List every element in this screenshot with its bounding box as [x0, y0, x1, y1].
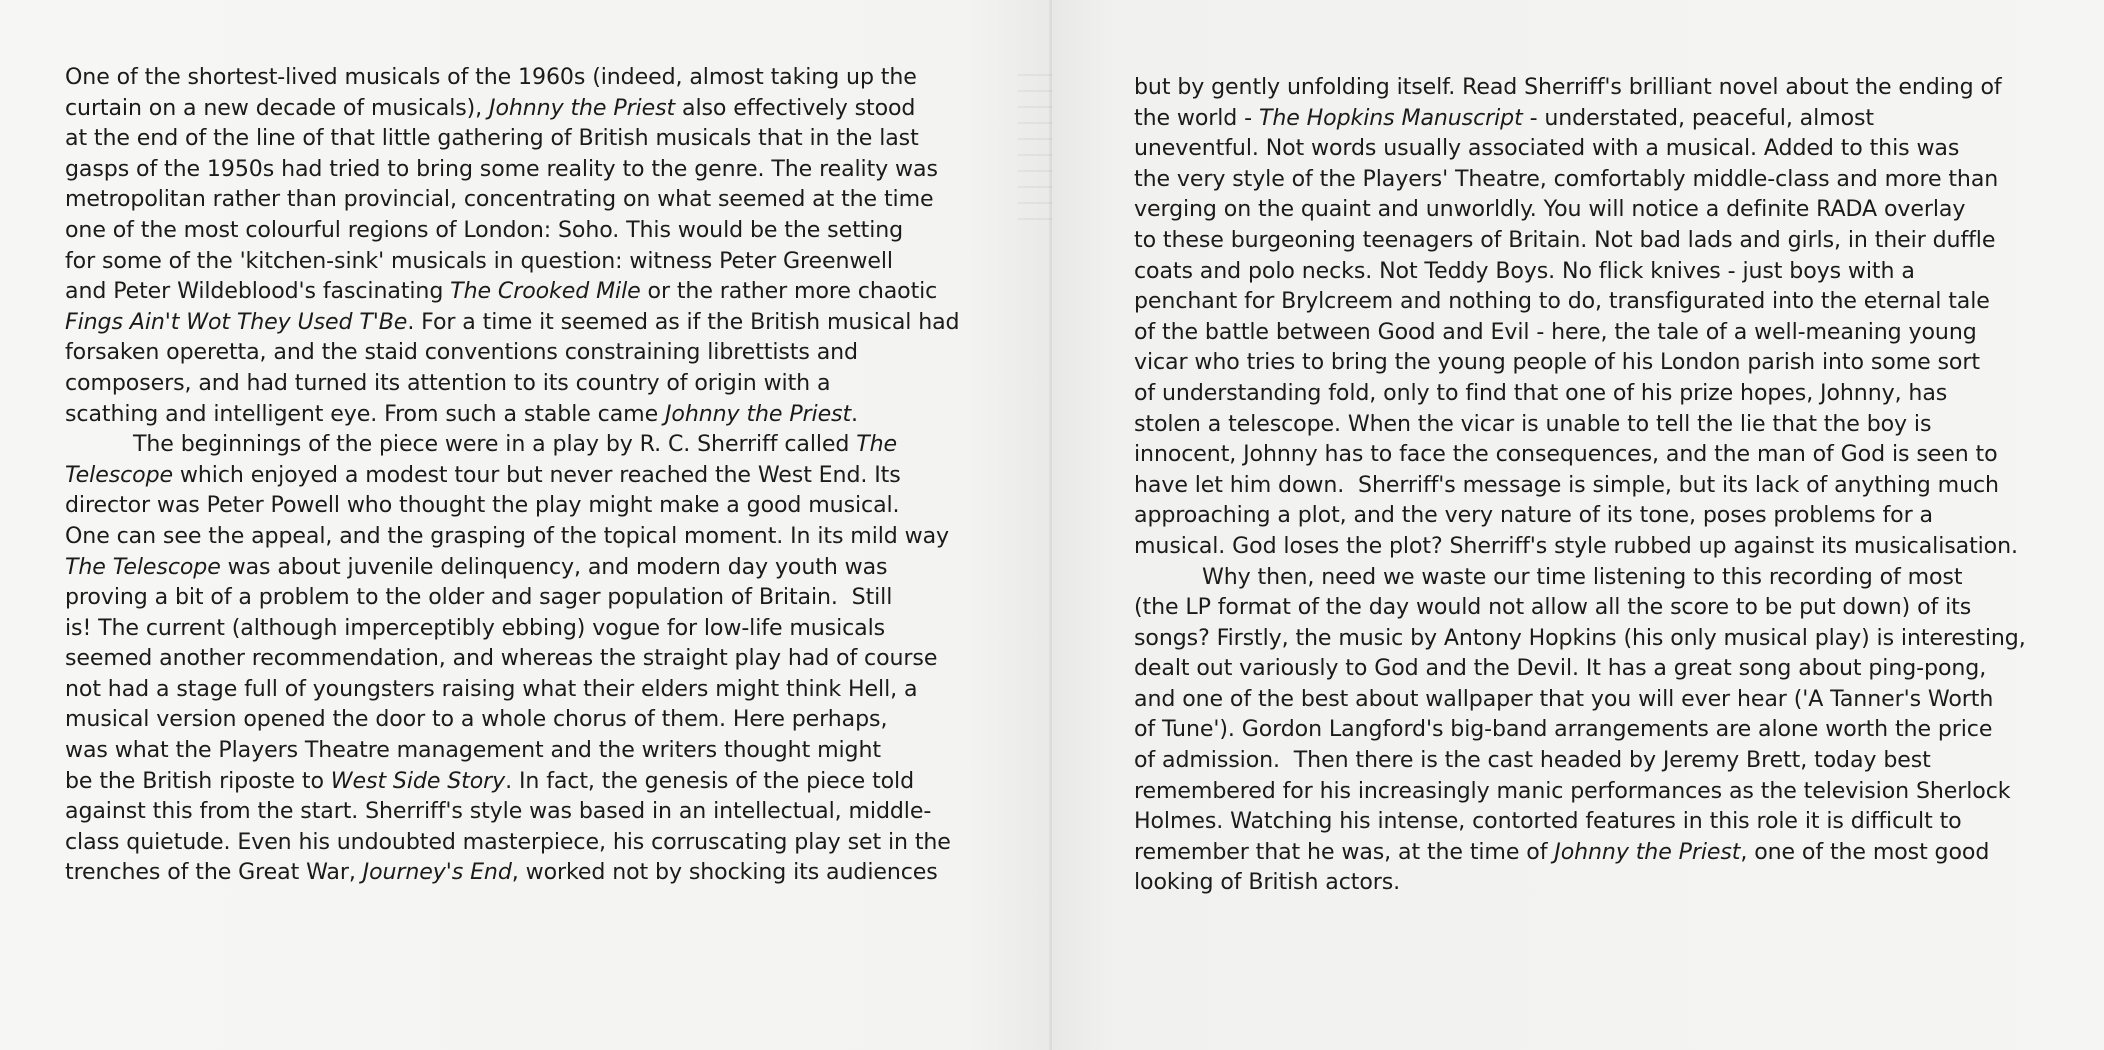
body-text: composers, and had turned its attention to its country of origin with a: [65, 369, 831, 396]
right-page-text: [1134, 72, 2026, 898]
body-text: class quietude. Even his undoubted masterpiece, his corruscating play set in the: [65, 828, 951, 855]
body-text: .: [851, 400, 858, 427]
text-line: [1134, 409, 2026, 440]
body-text: at the end of the line of that little gathering of British musicals that in the last: [65, 125, 919, 152]
italic-title-text: The: [856, 431, 898, 458]
body-text: not had a stage full of youngsters raising what their elders might think Hell, a: [65, 675, 918, 702]
body-text: remember that he was, at the time of: [1134, 838, 1555, 865]
body-text: and Peter Wildeblood's fascinating: [65, 278, 451, 305]
body-text: vicar who tries to bring the young people of his London parish into some sort: [1134, 349, 1980, 376]
italic-title-text: West Side Story: [330, 767, 506, 794]
body-text: but by gently unfolding itself. Read Sherriff's brilliant novel about the ending of: [1134, 74, 2002, 100]
text-line: [65, 276, 959, 307]
text-line: [65, 246, 959, 277]
italic-title-text: Fings Ain't Wot They Used T'Be: [65, 308, 408, 335]
text-line: [1134, 133, 2026, 164]
body-text: Why then, need we waste our time listening to this recording of most: [1202, 563, 1963, 590]
body-text: was about juvenile delinquency, and modern day youth was: [220, 553, 888, 580]
italic-title-text: The Hopkins Manuscript: [1258, 104, 1523, 131]
body-text: be the British riposte to: [65, 767, 331, 794]
show-through-decoration: [1012, 60, 1052, 480]
text-line: [1134, 867, 2026, 898]
text-line: [1134, 103, 2026, 134]
body-text: one of the most colourful regions of London: Soho. This would be the setting: [65, 216, 904, 243]
text-line: [65, 337, 959, 368]
body-text: gasps of the 1950s had tried to bring some reality to the genre. The reality was: [65, 155, 938, 182]
text-line: [1134, 776, 2026, 807]
text-line: [65, 460, 959, 491]
text-line: [1134, 317, 2026, 348]
body-text: One of the shortest-lived musicals of the 1960s (indeed, almost taking up the: [65, 64, 917, 90]
text-line: [65, 735, 959, 766]
italic-title-text: Johnny the Priest: [665, 400, 852, 427]
text-line: [65, 766, 959, 797]
text-line: [65, 154, 959, 185]
body-text: One can see the appeal, and the grasping of the topical moment. In its mild way: [65, 522, 950, 549]
text-line: [65, 184, 959, 215]
body-text: , one of the most good: [1740, 838, 1990, 865]
left-page-text: [65, 62, 959, 888]
text-line: [1134, 470, 2026, 501]
body-text: to these burgeoning teenagers of Britain. Not bad lads and girls, in their duffle: [1134, 226, 1996, 253]
body-text: coats and polo necks. Not Teddy Boys. No flick knives - just boys with a: [1134, 257, 1915, 284]
text-line: [65, 368, 959, 399]
body-text: the very style of the Players' Theatre, comfortably middle-class and more than: [1134, 165, 1999, 192]
text-line: [1134, 562, 2026, 593]
body-text: verging on the quaint and unworldly. You will notice a definite RADA overlay: [1134, 196, 1966, 223]
body-text: of the battle between Good and Evil - here, the tale of a well-meaning young: [1134, 318, 1977, 345]
body-text: forsaken operetta, and the staid conventions constraining librettists and: [65, 339, 858, 366]
text-line: [65, 827, 959, 858]
body-text: scathing and intelligent eye. From such a stable came: [65, 400, 665, 427]
italic-title-text: Johnny the Priest: [1554, 838, 1741, 865]
text-line: [65, 552, 959, 583]
text-line: [1134, 531, 2026, 562]
body-text: (the LP format of the day would not allow all the score to be put down) of its: [1134, 594, 1972, 621]
text-line: [1134, 194, 2026, 225]
text-line: [65, 674, 959, 705]
text-line: [65, 399, 959, 430]
body-text: or the rather more chaotic: [640, 278, 938, 305]
text-line: [1134, 684, 2026, 715]
body-text: metropolitan rather than provincial, concentrating on what seemed at the time: [65, 186, 934, 213]
text-line: [1134, 225, 2026, 256]
text-line: [1134, 164, 2026, 195]
body-text: . In fact, the genesis of the piece told: [505, 767, 915, 794]
text-line: [65, 215, 959, 246]
body-text: which enjoyed a modest tour but never reached the West End. Its: [172, 461, 901, 488]
body-text: - understated, peaceful, almost: [1522, 104, 1874, 131]
body-text: musical version opened the door to a whole chorus of them. Here perhaps,: [65, 706, 888, 733]
body-text: and one of the best about wallpaper that you will ever hear ('A Tanner's Worth: [1134, 685, 1994, 712]
body-text: songs? Firstly, the music by Antony Hopkins (his only musical play) is interesting,: [1134, 624, 2026, 651]
text-line: [65, 704, 959, 735]
text-line: [65, 582, 959, 613]
body-text: was what the Players Theatre management and the writers thought might: [65, 737, 881, 764]
body-text: stolen a telescope. When the vicar is unable to tell the lie that the boy is: [1134, 410, 1932, 437]
text-line: [1134, 623, 2026, 654]
text-line: [65, 307, 959, 338]
italic-title-text: The Crooked Mile: [450, 278, 641, 305]
italic-title-text: Johnny the Priest: [489, 94, 676, 121]
text-line: [1134, 714, 2026, 745]
text-line: [65, 123, 959, 154]
body-text: looking of British actors.: [1134, 869, 1401, 896]
body-text: trenches of the Great War,: [65, 859, 363, 886]
text-line: [1134, 806, 2026, 837]
body-text: approaching a plot, and the very nature of its tone, poses problems for a: [1134, 502, 1933, 529]
body-text: for some of the 'kitchen-sink' musicals in question: witness Peter Greenwell: [65, 247, 893, 274]
body-text: dealt out variously to God and the Devil. It has a great song about ping-pong,: [1134, 655, 1987, 682]
text-line: [1134, 286, 2026, 317]
text-line: [65, 93, 959, 124]
text-line: [1134, 653, 2026, 684]
text-line: [65, 521, 959, 552]
text-line: [1134, 439, 2026, 470]
body-text: Holmes. Watching his intense, contorted features in this role it is difficult to: [1134, 808, 1962, 835]
body-text: , worked not by shocking its audiences: [511, 859, 938, 886]
text-line: [65, 490, 959, 521]
text-line: [65, 429, 959, 460]
body-text: musical. God loses the plot? Sherriff's style rubbed up against its musicalisation.: [1134, 532, 2018, 559]
text-line: [1134, 592, 2026, 623]
body-text: seemed another recommendation, and whereas the straight play had of course: [65, 645, 938, 672]
body-text: director was Peter Powell who thought the play might make a good musical.: [65, 492, 900, 519]
text-line: [65, 643, 959, 674]
body-text: have let him down. Sherriff's message is simple, but its lack of anything much: [1134, 471, 1999, 498]
body-text: also effectively stood: [675, 94, 916, 121]
italic-title-text: Journey's End: [362, 859, 512, 886]
text-line: [1134, 72, 2026, 103]
body-text: penchant for Brylcreem and nothing to do, transfigurated into the eternal tale: [1134, 288, 1990, 315]
text-line: [1134, 378, 2026, 409]
body-text: innocent, Johnny has to face the consequences, and the man of God is seen to: [1134, 441, 1998, 468]
text-line: [65, 62, 959, 93]
body-text: against this from the start. Sherriff's style was based in an intellectual, middle-: [65, 798, 932, 825]
body-text: remembered for his increasingly manic performances as the television Sherlock: [1134, 777, 2011, 804]
body-text: curtain on a new decade of musicals),: [65, 94, 490, 121]
text-line: [1134, 837, 2026, 868]
italic-title-text: Telescope: [65, 461, 173, 488]
body-text: of Tune'). Gordon Langford's big-band arrangements are alone worth the price: [1134, 716, 1993, 743]
body-text: of understanding fold, only to find that one of his prize hopes, Johnny, has: [1134, 379, 1948, 406]
body-text: proving a bit of a problem to the older and sager population of Britain. Still: [65, 584, 893, 611]
text-line: [1134, 745, 2026, 776]
body-text: of admission. Then there is the cast headed by Jeremy Brett, today best: [1134, 747, 1931, 774]
text-line: [65, 857, 959, 888]
body-text: . For a time it seemed as if the British musical had: [407, 308, 960, 335]
body-text: The beginnings of the piece were in a play by R. C. Sherriff called: [133, 431, 857, 458]
body-text: the world -: [1134, 104, 1259, 131]
text-line: [65, 613, 959, 644]
text-line: [65, 796, 959, 827]
italic-title-text: The Telescope: [65, 553, 221, 580]
body-text: is! The current (although imperceptibly ebbing) vogue for low-life musicals: [65, 614, 886, 641]
body-text: uneventful. Not words usually associated with a musical. Added to this was: [1134, 135, 1960, 162]
text-line: [1134, 347, 2026, 378]
text-line: [1134, 256, 2026, 287]
text-line: [1134, 500, 2026, 531]
